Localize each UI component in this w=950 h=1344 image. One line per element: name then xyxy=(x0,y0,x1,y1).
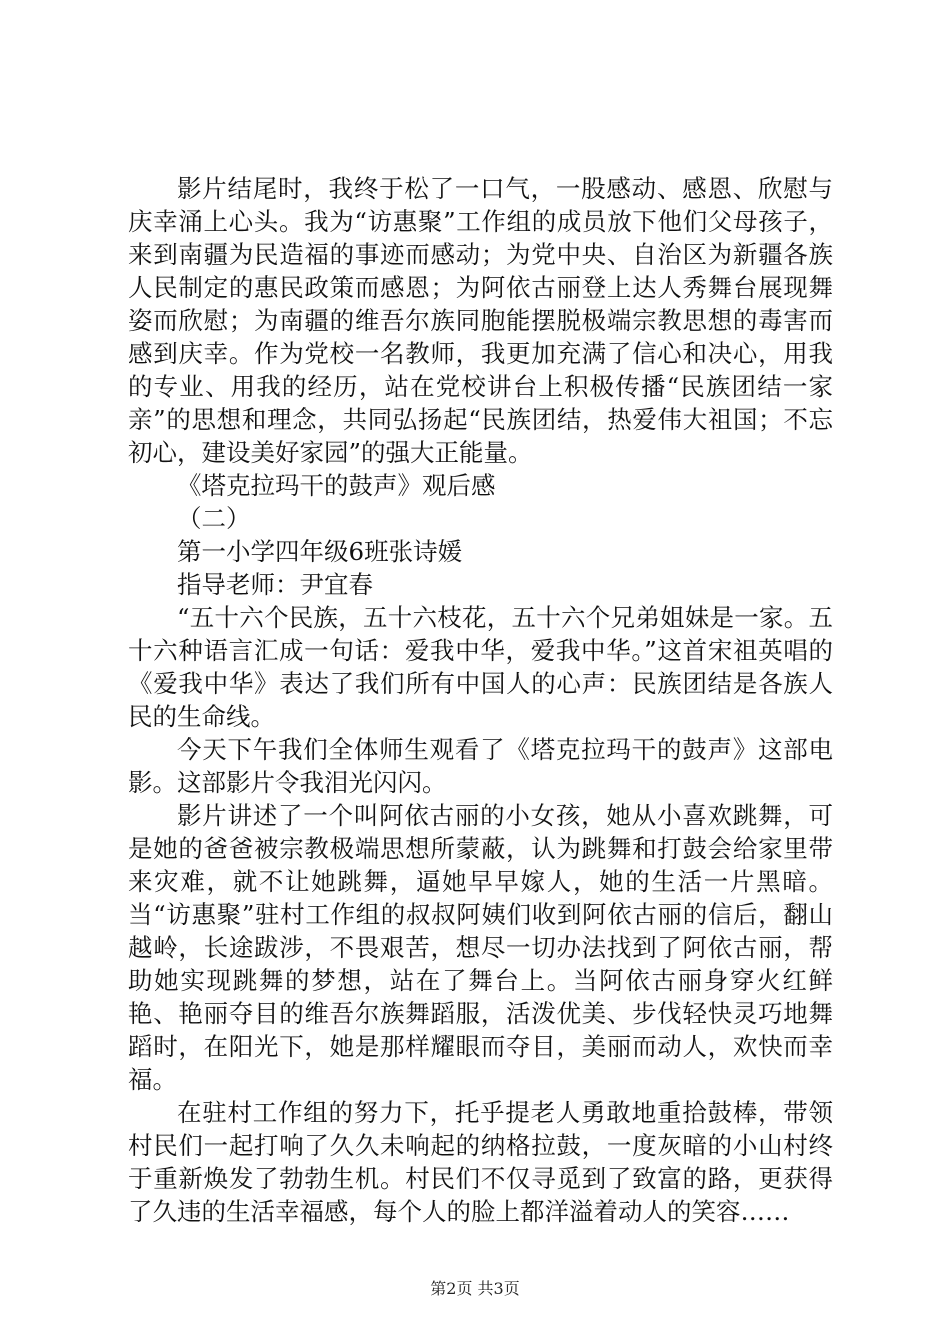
essay-title: 《塔克拉玛干的鼓声》观后感 xyxy=(177,471,496,500)
essay-number: （二） xyxy=(177,504,251,533)
page-footer: 第2页 共3页 xyxy=(430,1279,520,1298)
advisor-line: 指导老师：尹宜春 xyxy=(177,570,373,599)
paragraph-village: 在驻村工作组的努力下，托乎提老人勇敢地重拾鼓棒，带领村民们一起打响了久久未响起的纳格拉鼓，一度灰暗的小山村终于重新焕发了勃勃生机。村民们不仅寻觅到了致富的路，更获得了久违的生活幸福感，每个人的脸上都洋溢着动人的笑容…… xyxy=(128,1098,833,1226)
document-body xyxy=(128,172,833,1228)
paragraph-conclusion: 影片结尾时，我终于松了一口气，一股感动、感恩、欣慰与庆幸涌上心头。我为“访惠聚”工作组的成员放下他们父母孩子，来到南疆为民造福的事迹而感动；为党中央、自治区为新疆各族人民制定的惠民政策而感恩；为阿依古丽登上达人秀舞台展现舞姿而欣慰；为南疆的维吾尔族同胞能摆脱极端宗教思想的毒害而感到庆幸。作为党校一名教师，我更加充满了信心和决心，用我的专业、用我的经历，站在党校讲台上积极传播“民族团结一家亲”的思想和理念，共同弘扬起“民族团结，热爱伟大祖国；不忘初心，建设美好家园”的强大正能量。 xyxy=(128,174,833,467)
paragraph-watched-film: 今天下午我们全体师生观看了《塔克拉玛干的鼓声》这部电影。这部影片令我泪光闪闪。 xyxy=(128,735,833,797)
author-line: 第一小学四年级6班张诗媛 xyxy=(177,537,463,566)
paragraph-story: 影片讲述了一个叫阿依古丽的小女孩，她从小喜欢跳舞，可是她的爸爸被宗教极端思想所蒙蔽，认为跳舞和打鼓会给家里带来灾难，就不让她跳舞，逼她早早嫁人，她的生活一片黑暗。当“访惠聚”驻村工作组的叔叔阿姨们收到阿依古丽的信后，翻山越岭，长途跋涉，不畏艰苦，想尽一切办法找到了阿依古丽，帮助她实现跳舞的梦想，站在了舞台上。当阿依古丽身穿火红鲜艳、艳丽夺目的维吾尔族舞蹈服，活泼优美、步伐轻快灵巧地舞蹈时，在阳光下，她是那样耀眼而夺目，美丽而动人，欢快而幸福。 xyxy=(128,801,833,1094)
paragraph-song-quote: “五十六个民族，五十六枝花，五十六个兄弟姐妹是一家。五十六种语言汇成一句话：爱我中华，爱我中华。”这首宋祖英唱的《爱我中华》表达了我们所有中国人的心声：民族团结是各族人民的生命线。 xyxy=(128,603,833,731)
